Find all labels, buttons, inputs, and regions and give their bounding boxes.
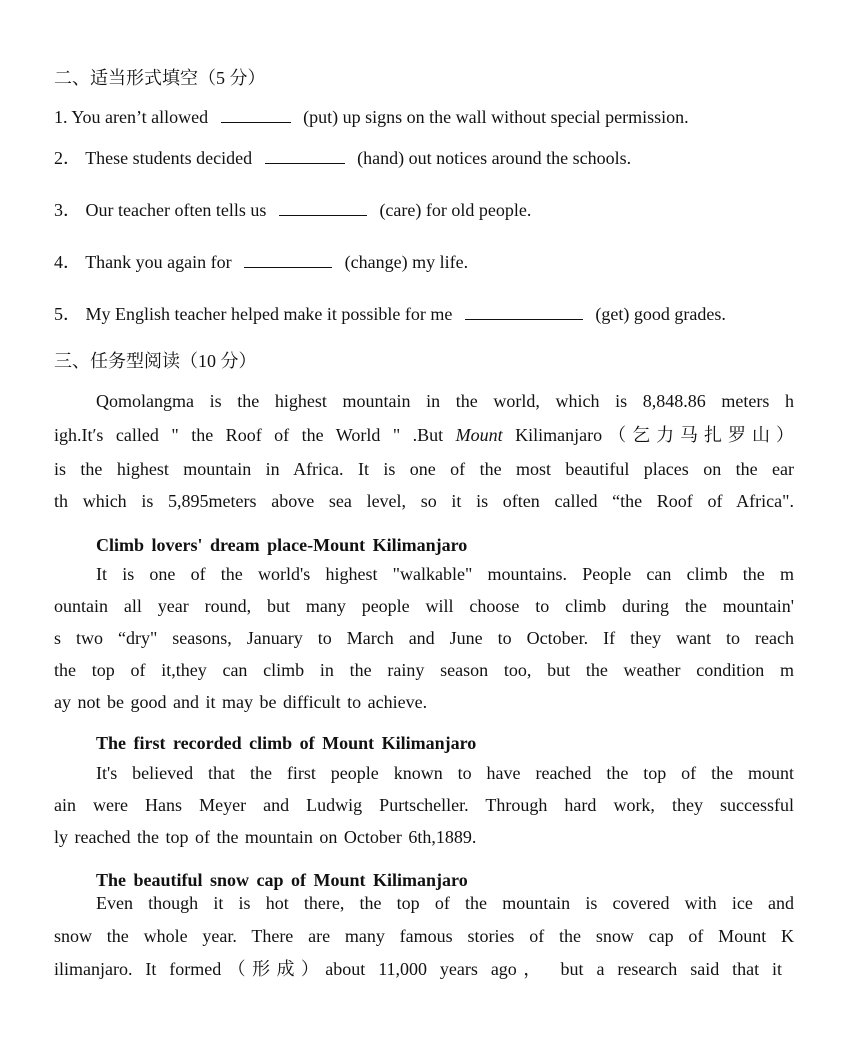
intro-line: is the highest mountain in Africa. It is one of the most beautiful places on the ear [54, 459, 794, 479]
item-number: 5． [54, 304, 81, 324]
part2-line: ly reached the top of the mountain on October 6th,1889. [54, 827, 477, 847]
part1-line: It is one of the world's highest "walkable" mountains. People can climb the m [96, 564, 794, 584]
answer-blank-5[interactable] [465, 303, 583, 320]
part1-line: ay not be good and it may be difficult to achieve. [54, 692, 428, 712]
part3-line: snow the whole year. There are many famous stories of the snow cap of Mount K [54, 926, 794, 946]
answer-blank-1[interactable] [221, 106, 291, 123]
answer-blank-4[interactable] [244, 251, 332, 268]
part1-heading: Climb lovers' dream place-Mount Kilimanjaro [96, 535, 468, 555]
section3-title: 三、任务型阅读（10 分） [54, 351, 257, 371]
item-number: 4． [54, 252, 81, 272]
part2-line: It's believed that the first people known to have reached the top of the mount [96, 763, 794, 783]
item-text-before: These students decided [85, 148, 253, 168]
item-text-before: You aren’t allowed [71, 107, 209, 127]
part1-line: the top of it,they can climb in the rainy season too, but the weather condition m [54, 660, 794, 680]
fill-item-4 [54, 251, 468, 273]
item-text-after: (care) for old people. [379, 200, 532, 220]
intro-text: Kilimanjaro（乞力马扎罗山） [502, 425, 794, 445]
intro-line: Qomolangma is the highest mountain in the world, which is 8,848.86 meters h [96, 391, 794, 411]
item-text-after: (get) good grades. [595, 304, 726, 324]
part1-line: ountain all year round, but many people will choose to climb during the mountain' [54, 596, 794, 616]
intro-line: th which is 5,895meters above sea level, so it is often called “the Roof of Africa". [54, 491, 794, 511]
item-text-after: (put) up signs on the wall without special permission. [303, 107, 689, 127]
item-number: 3． [54, 200, 81, 220]
item-text-after: (hand) out notices around the schools. [357, 148, 632, 168]
intro-line [54, 424, 794, 446]
intro-italic-word: Mount [455, 425, 503, 445]
item-text-before: Our teacher often tells us [85, 200, 267, 220]
answer-blank-3[interactable] [279, 199, 367, 216]
part2-line: ain were Hans Meyer and Ludwig Purtscheller. Through hard work, they successful [54, 795, 794, 815]
item-text-after: (change) my life. [344, 252, 469, 272]
fill-item-5 [54, 303, 726, 325]
fill-item-1 [54, 106, 689, 128]
intro-text: igh.It′s called " the Roof of the World " .But [54, 425, 456, 445]
part3-line: ilimanjaro. It formed（形成）about 11,000 years ago， but a research said that it [54, 959, 782, 979]
part3-line: Even though it is hot there, the top of the mountain is covered with ice and [96, 893, 794, 913]
part1-line: s two “dry" seasons, January to March and June to October. If they want to reach [54, 628, 794, 648]
section2-title: 二、适当形式填空（5 分） [54, 68, 266, 88]
part3-heading: The beautiful snow cap of Mount Kilimanjaro [96, 870, 468, 890]
fill-item-2 [54, 147, 631, 169]
item-number: 2． [54, 148, 81, 168]
part2-heading: The first recorded climb of Mount Kilimanjaro [96, 733, 477, 753]
fill-item-3 [54, 199, 531, 221]
item-text-before: My English teacher helped make it possible for me [85, 304, 453, 324]
item-text-before: Thank you again for [85, 252, 232, 272]
answer-blank-2[interactable] [265, 147, 345, 164]
item-number: 1. [54, 107, 68, 127]
